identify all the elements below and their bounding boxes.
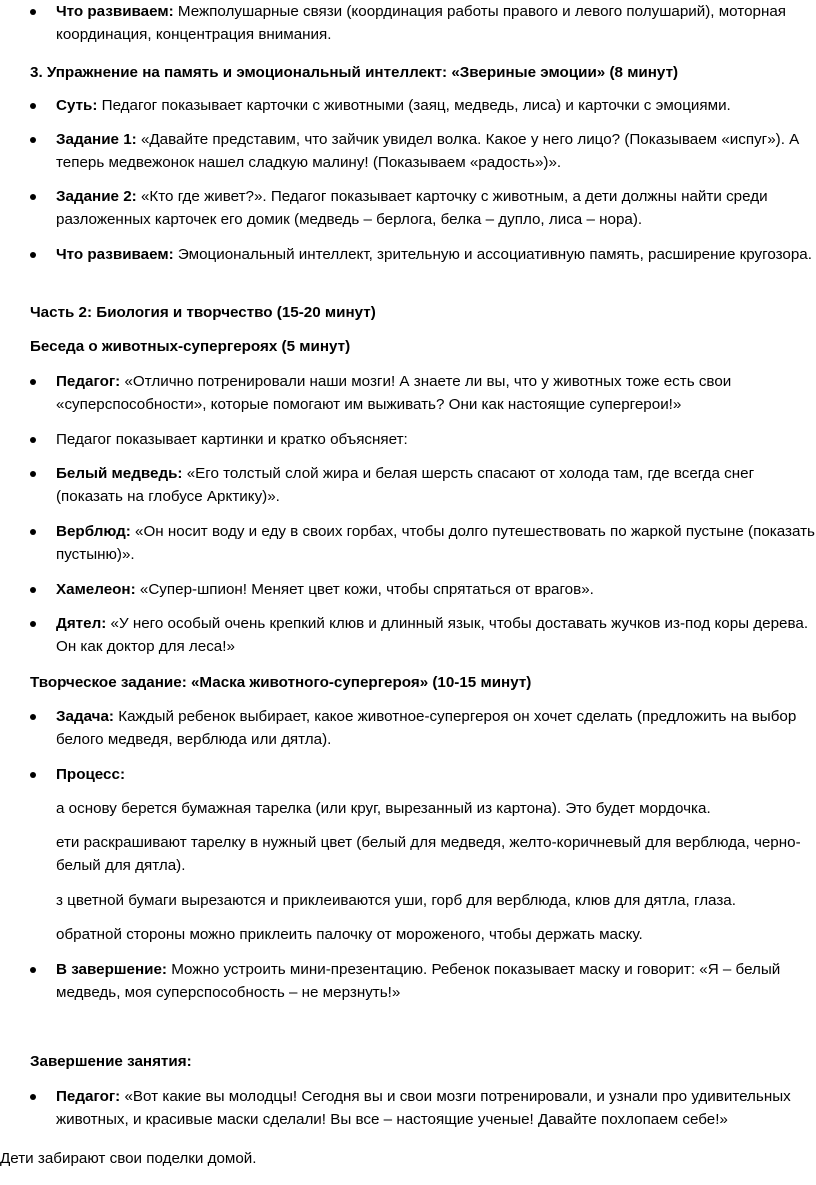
bullet-label: Задание 2: bbox=[56, 188, 137, 205]
bullet-goal bbox=[56, 705, 816, 751]
bullet-text: Педагог показывает карточки с животными (заяц, медведь, лиса) и карточки с эмоциями. bbox=[97, 97, 731, 114]
bullet-label: Дятел: bbox=[56, 615, 107, 632]
bullet-label: Хамелеон: bbox=[56, 581, 136, 598]
bullet-label: Верблюд: bbox=[56, 523, 131, 540]
bullet-label: Педагог: bbox=[56, 1088, 121, 1105]
bullet-text: «Он носит воду и еду в своих горбах, чтобы долго путешествовать по жаркой пустыне (показать пустыню)». bbox=[56, 523, 815, 563]
bullet-label: Педагог: bbox=[56, 373, 121, 390]
bullet-teacher-intro bbox=[56, 370, 816, 416]
footer-line: Дети забирают свои поделки домой. bbox=[0, 1150, 257, 1167]
bullet-text: Можно устроить мини-презентацию. Ребенок показывает маску и говорит: «Я – белый медведь, моя суперспособность – не мерзнуть!» bbox=[56, 961, 781, 1001]
bullet-label: Что развиваем: bbox=[56, 246, 174, 263]
bullet-text: Каждый ребенок выбирает, какое животное-супергероя он хочет сделать (предложить на выбор белого медведя, верблюда или дятла). bbox=[56, 708, 797, 748]
bullet-task-1 bbox=[56, 128, 816, 174]
bullet-label: Задание 1: bbox=[56, 131, 137, 148]
process-step-4: обратной стороны можно приклеить палочку от мороженого, чтобы держать маску. bbox=[56, 926, 643, 943]
bullet-label: Задача: bbox=[56, 708, 114, 725]
bullet-text: Межполушарные связи (координация работы правого и левого полушарий), моторная координация, концентрация внимания. bbox=[56, 3, 787, 43]
bullet-text: Эмоциональный интеллект, зрительную и ассоциативную память, расширение кругозора. bbox=[173, 246, 812, 263]
process-step-1: а основу берется бумажная тарелка (или круг, вырезанный из картона). Это будет мордочка. bbox=[56, 800, 711, 817]
part-2-heading: Часть 2: Биология и творчество (15-20 минут) bbox=[30, 304, 376, 321]
bullet-process bbox=[56, 763, 816, 786]
bullet-essence bbox=[56, 94, 816, 117]
bullet-text: «Супер-шпион! Меняет цвет кожи, чтобы спрятаться от врагов». bbox=[135, 581, 594, 598]
bullet-label: В завершение: bbox=[56, 961, 167, 978]
bullet-teacher-shows bbox=[56, 428, 816, 451]
lesson-end-heading: Завершение занятия: bbox=[30, 1053, 192, 1070]
talk-heading: Беседа о животных-супергероях (5 минут) bbox=[30, 338, 351, 355]
section-heading-exercise-3: 3. Упражнение на память и эмоциональный интеллект: «Звериные эмоции» (8 минут) bbox=[30, 64, 679, 81]
bullet-what-develops-1 bbox=[56, 0, 816, 46]
bullet-teacher-final bbox=[56, 1085, 816, 1131]
bullet-label: Суть: bbox=[56, 97, 98, 114]
bullet-text: «Отлично потренировали наши мозги! А знаете ли вы, что у животных тоже есть свои «суперспособности», которые помогают им выживать? Они как настоящие супергерои!» bbox=[56, 373, 732, 413]
bullet-label: Что развиваем: bbox=[56, 3, 174, 20]
bullet-woodpecker bbox=[56, 612, 816, 658]
bullet-what-develops-2 bbox=[56, 243, 816, 266]
bullet-label: Белый медведь: bbox=[56, 465, 183, 482]
bullet-conclusion bbox=[56, 958, 816, 1004]
bullet-chameleon bbox=[56, 578, 816, 601]
bullet-text: «Вот какие вы молодцы! Сегодня вы и свои мозги потренировали, и узнали про удивительных животных, и красивые маски сделали! Вы все – настоящие ученые! Давайте похлопаем себе!» bbox=[56, 1088, 791, 1128]
bullet-text: Педагог показывает картинки и кратко объясняет: bbox=[56, 431, 408, 448]
bullet-label: Процесс: bbox=[56, 766, 126, 783]
creative-task-heading: Творческое задание: «Маска животного-супергероя» (10-15 минут) bbox=[30, 674, 532, 691]
bullet-task-2 bbox=[56, 185, 816, 231]
process-step-3: з цветной бумаги вырезаются и приклеиваются уши, горб для верблюда, клюв для дятла, глаза. bbox=[56, 892, 736, 909]
bullet-camel bbox=[56, 520, 816, 566]
bullet-text: «У него особый очень крепкий клюв и длинный язык, чтобы доставать жучков из-под коры дерева. Он как доктор для леса!» bbox=[56, 615, 809, 655]
bullet-polar-bear bbox=[56, 462, 816, 508]
bullet-text: «Кто где живет?». Педагог показывает карточку с животным, а дети должны найти среди разложенных карточек его домик (медведь – берлога, белка – дупло, лиса – нора). bbox=[56, 188, 768, 228]
process-step-2: ети раскрашивают тарелку в нужный цвет (белый для медведя, желто-коричневый для верблюда, черно-белый для дятла). bbox=[56, 834, 801, 874]
bullet-text: «Его толстый слой жира и белая шерсть спасают от холода там, где всегда снег (показать на глобусе Арктику)». bbox=[56, 465, 755, 505]
bullet-text: «Давайте представим, что зайчик увидел волка. Какое у него лицо? (Показываем «испуг»). А теперь медвежонок нашел сладкую малину! (Показываем «радость»)». bbox=[56, 131, 800, 171]
